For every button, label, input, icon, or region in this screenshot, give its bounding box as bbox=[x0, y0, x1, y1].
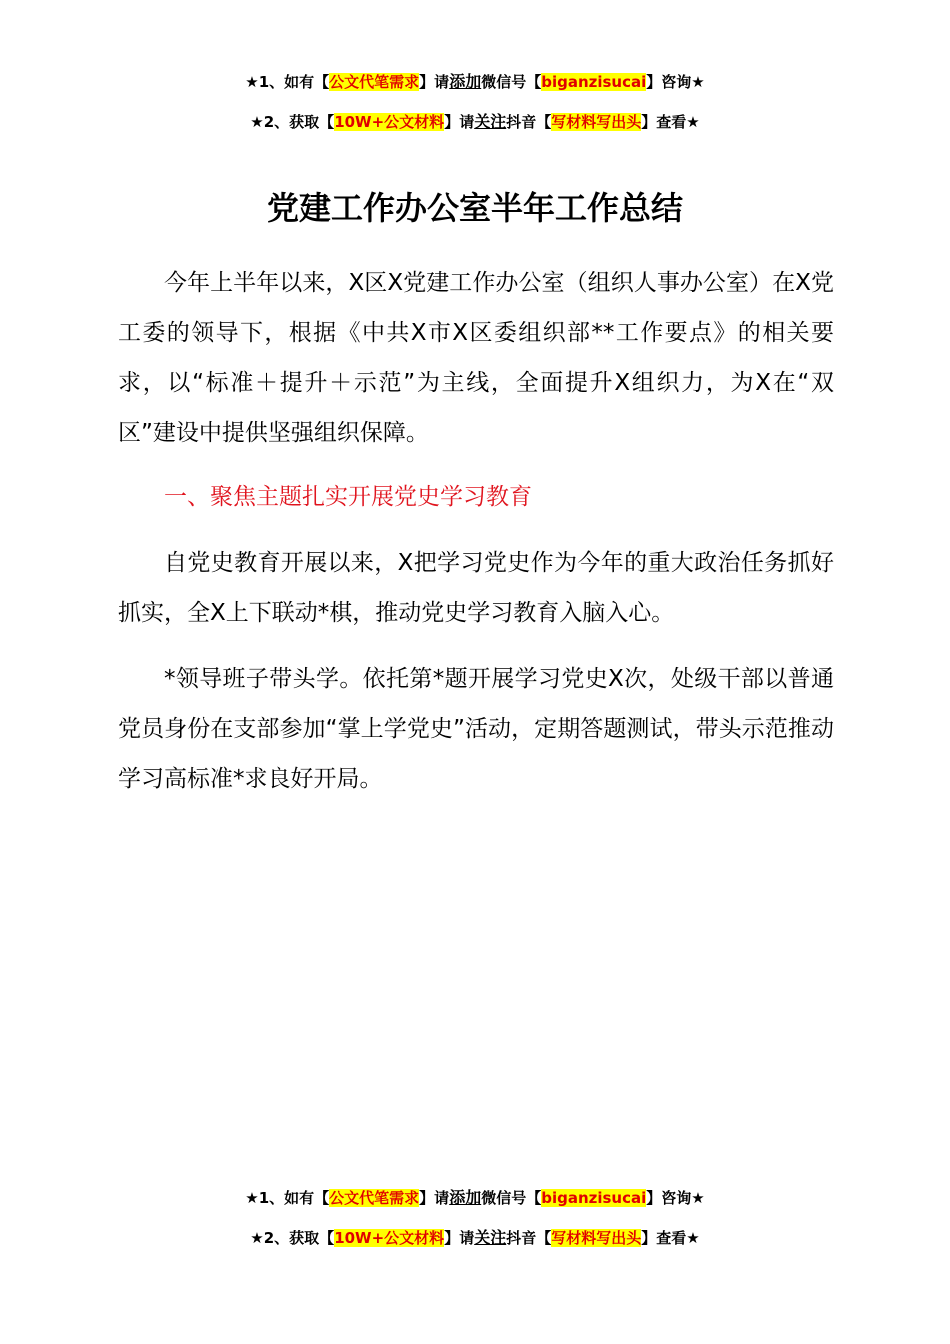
banner-text: 】请 bbox=[444, 113, 475, 131]
banner-text: 抖音【 bbox=[506, 113, 552, 131]
banner-highlight: 写材料写出头 bbox=[551, 1229, 642, 1247]
banner-text: 】咨询★ bbox=[646, 1189, 705, 1207]
banner-underline: 关注 bbox=[474, 1228, 507, 1247]
banner-line-1 bbox=[0, 62, 950, 102]
paragraph-section-1: 自党史教育开展以来，X把学习党史作为今年的重大政治任务抓好抓实，全X上下联动*棋，推动党史学习教育入脑入心。 bbox=[118, 550, 834, 626]
banner-highlight: 公文代笔需求 bbox=[329, 1189, 420, 1207]
banner-underline: 关注 bbox=[474, 112, 507, 131]
banner-text: ★1、如有【 bbox=[245, 1189, 330, 1207]
banner-text: ★1、如有【 bbox=[245, 73, 330, 91]
banner-highlight: 10W+公文材料 bbox=[334, 113, 445, 131]
banner-line-1 bbox=[0, 1178, 950, 1218]
banner-underline: 添加 bbox=[449, 1188, 482, 1207]
banner-text: 】咨询★ bbox=[646, 73, 705, 91]
paragraph-intro: 今年上半年以来，X区X党建工作办公室（组织人事办公室）在X党工委的领导下，根据《中共X市X区委组织部**工作要点》的相关要求，以“标准＋提升＋示范”为主线，全面提升X组织力，为X在“双区”建设中提供坚强组织保障。 bbox=[118, 270, 834, 446]
banner-line-2 bbox=[0, 1218, 950, 1258]
banner-highlight: 10W+公文材料 bbox=[334, 1229, 445, 1247]
banner-text: 】查看★ bbox=[641, 113, 700, 131]
banner-text: 】请 bbox=[419, 73, 450, 91]
banner-highlight: 公文代笔需求 bbox=[329, 73, 420, 91]
banner-highlight: biganzisucai bbox=[541, 73, 647, 91]
banner-text: 】请 bbox=[419, 1189, 450, 1207]
banner-text: 微信号【 bbox=[481, 1189, 542, 1207]
banner-highlight: 写材料写出头 bbox=[551, 113, 642, 131]
section-heading-1: 一、聚焦主题扎实开展党史学习教育 bbox=[164, 484, 532, 510]
banner-text: 微信号【 bbox=[481, 73, 542, 91]
banner-text: 】查看★ bbox=[641, 1229, 700, 1247]
banner-text: ★2、获取【 bbox=[250, 113, 335, 131]
header-banner bbox=[0, 62, 950, 142]
banner-text: 抖音【 bbox=[506, 1229, 552, 1247]
document-title: 党建工作办公室半年工作总结 bbox=[266, 189, 683, 227]
banner-underline: 添加 bbox=[449, 72, 482, 91]
paragraph-leadership: *领导班子带头学。依托第*题开展学习党史X次，处级干部以普通党员身份在支部参加“掌上学党史”活动，定期答题测试，带头示范推动学习高标准*求良好开局。 bbox=[118, 666, 834, 792]
footer-banner bbox=[0, 1178, 950, 1258]
banner-line-2 bbox=[0, 102, 950, 142]
banner-text: 】请 bbox=[444, 1229, 475, 1247]
banner-text: ★2、获取【 bbox=[250, 1229, 335, 1247]
banner-highlight: biganzisucai bbox=[541, 1189, 647, 1207]
